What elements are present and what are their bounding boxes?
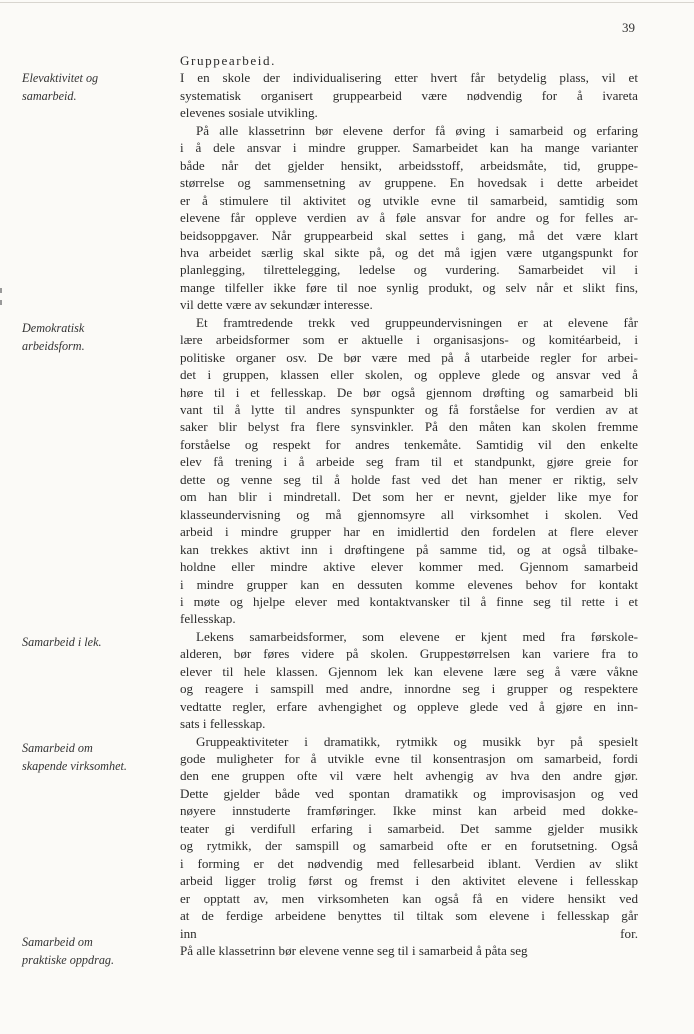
body-line: i møte og hjelpe elever med kontaktvansker til å finne seg til rette i et [180,593,638,609]
body-line: om han blir i mindretall. Det som her er nevnt, gjelder like mye for [180,489,638,505]
body-line: dette og venne seg til å holde fast ved det han mener er riktig, selv [180,471,638,487]
body-line: På alle klassetrinn bør elevene venne seg til i samarbeid å påta seg [180,942,528,958]
body-line: teater gi verdifull erfaring i samarbeid. Det samme gjelder musikk [180,820,638,836]
margin-note-line: arbeidsform. [22,338,85,353]
body-line: klasseundervisning og må gjennomsyre all virksomhet i skolen. Ved [180,506,638,522]
body-line: Gruppeaktiviteter i dramatikk, rytmikk og musikk byr på spesielt [196,733,638,749]
body-line: holdne eller mindre aktive elever kommer med. Gjennom samarbeid [180,559,638,575]
margin-note [22,70,162,105]
body-line: mange tilfeller ikke føre til noe synlig produkt, og selv når et slikt fins, [180,279,638,295]
margin-note-line: Samarbeid i lek. [22,635,102,649]
body-line: forståelse og respekt for andres tenkemåte. Samtidig vil den enkelte [180,436,638,452]
margin-note-line: Elevaktivitet og [22,71,99,85]
body-line: elever til hele klassen. Gjennom lek kan elevene lære seg å være våkne [180,663,638,679]
body-line: gode muligheter for å utvikle evne til konsentrasjon om samarbeid, fordi [180,751,638,766]
body-line: systematisk organisert gruppearbeid være nødvendig for å ivareta [180,87,638,103]
body-line: beidsoppgaver. Når gruppearbeid skal settes i gang, må det være klart [180,227,638,243]
body-line: at de ferdige arbeidene benyttes til tiltak som elevene i fellesskap går [180,908,638,924]
margin-note [22,934,162,969]
body-line: På alle klassetrinn bør elevene derfor få øving i samarbeid og erfaring [196,122,638,138]
page-number: 39 [622,20,635,35]
margin-note-line: Samarbeid om [22,741,93,755]
body-line: høre til i et fellesskap. De bør også gjennom drøfting og samarbeid bli [180,384,638,400]
body-line: elevene får oppleve verdien av å føle ansvar for andre og for felles ar- [180,210,638,226]
margin-note [22,320,162,355]
body-line: og rytmikk, der samspill og samarbeid ofte er en forutsetning. Også [180,838,638,854]
body-line: er opptatt av, men virksomheten kan også få en videre hensikt ved [180,890,638,906]
body-line: arbeid ligger trolig først og fremst i den aktivitet elevene i fellesskap [180,873,638,889]
body-line: I en skole der individualisering etter hvert får betydelig plass, vil et [180,70,638,86]
body-line: i å dele ansvar i mindre grupper. Samarbeidet kan ha mange varianter [180,140,638,156]
binding-mark [0,288,2,293]
body-line: den ene gruppen ofte vil være helt avhengig av hva den andre gjør. [180,768,638,784]
body-line: i mindre grupper kan en dessuten komme elevenes behov for kontakt [180,576,638,592]
body-line: Dette gjelder både ved spontan dramatikk og improvisasjon og ved [180,785,638,801]
body-line: både når det gjelder hensikt, arbeidsstoff, arbeidsmåte, tid, gruppe- [180,157,638,173]
body-line: hva arbeidet særlig skal sikte på, og det må igjen være utgangspunkt for [180,244,638,260]
body-line: planlegging, tilrettelegging, ledelse og vurdering. Samarbeidet vil i [180,262,638,278]
body-line: størrelse og sammensetning av gruppene. En hovedsak i dette arbeidet [180,175,638,191]
body-line: sats i fellesskap. [180,716,266,732]
body-line: politiske organer osv. De bør være med på å utarbeide regler for arbei- [180,349,638,365]
body-line: saker blir belyst fra flere synsvinkler. På den måten kan skolen fremme [180,419,638,435]
margin-note-line: skapende virksomhet. [22,758,127,773]
body-line: lære arbeidsformer som er aktuelle i organisasjons- og komitéarbeid, i [180,332,638,348]
body-line: Et framtredende trekk ved gruppeundervisningen er at elevene får [196,314,638,330]
margin-note-line: Demokratisk [22,321,85,335]
body-line: inn for. [180,925,638,941]
body-line: elevenes sosiale utvikling. [180,105,318,121]
body-line: er å stimulere til aktivitet og utvikle evne til samarbeid, samtidig som [180,192,638,208]
body-line: og reagere i samspill med andre, innordne seg i grupper og respektere [180,681,638,697]
body-line: Lekens samarbeidsformer, som elevene er kjent med fra førskole- [196,628,638,644]
body-line: fellesskap. [180,611,236,627]
margin-note-line: praktiske oppdrag. [22,952,115,967]
body-line: vedtatte regler, erfare avhengighet og oppleve glede ved å gjøre en inn- [180,698,638,714]
body-line: vil dette være av sekundær interesse. [180,297,373,313]
body-line: vant til å lytte til andres synspunkter og få forståelse for verdien av at [180,402,638,417]
body-line: alderen, bør føres videre på skolen. Gruppestørrelsen kan variere fra to [180,646,638,662]
margin-note-line: samarbeid. [22,88,77,103]
page-top-edge [0,2,694,3]
body-line: i forming er det nødvendig med fellesarbeid iblant. Verdien av slikt [180,855,638,871]
margin-note [22,634,162,652]
body-line: kan trekkes aktivt inn i drøftingene på samme tid, og at også tilbake- [180,541,638,557]
body-line: det i gruppen, klassen eller skolen, og oppleve glede og ansvar ved å [180,367,638,383]
binding-mark [0,300,2,305]
margin-note-line: Samarbeid om [22,935,93,949]
body-line: nøyere innstuderte framføringer. Ikke minst kan arbeid med dokke- [180,803,638,819]
section-heading: Gruppearbeid. [180,53,277,68]
margin-note [22,740,162,775]
body-line: arbeid i mindre grupper har en imidlertid den fordelen at flere elever [180,524,638,540]
body-line: elev få trening i å arbeide seg fram til et standpunkt, gjøre greie for [180,454,638,470]
